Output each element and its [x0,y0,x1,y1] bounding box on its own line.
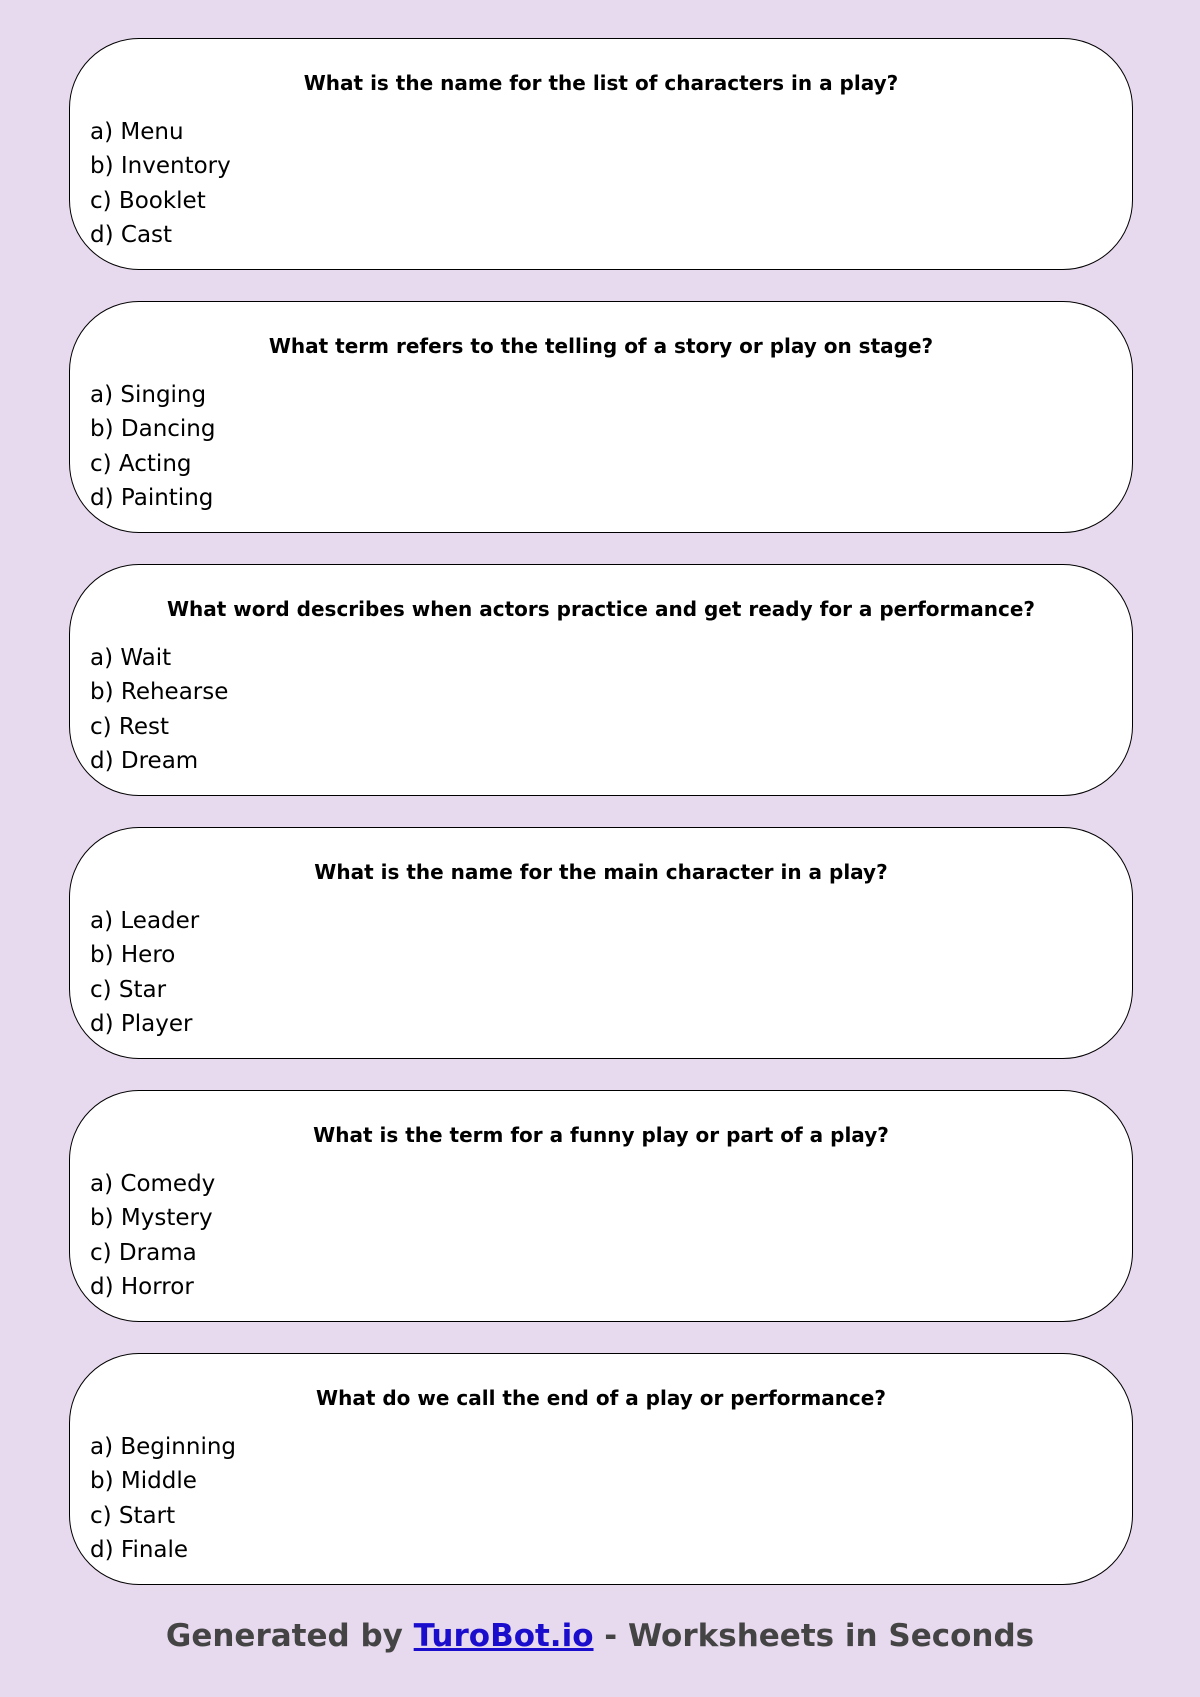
options-list [90,904,1112,1041]
option-c: c) Star [90,976,167,1003]
option-c: c) Acting [90,450,192,477]
question-text: What do we call the end of a play or performance? [316,1386,886,1410]
question-card-6 [69,1353,1133,1585]
options-list [90,641,1112,778]
option-d: d) Dream [90,747,199,774]
options-list [90,115,1112,252]
option-a: a) Wait [90,645,172,671]
question-card-2 [69,301,1133,533]
option-b: b) Mystery [90,1205,213,1232]
option-c: c) Start [90,1502,176,1529]
question-card-1 [69,38,1133,270]
options-list [90,378,1112,515]
option-b: b) Dancing [90,416,216,443]
option-a: a) Singing [90,382,207,408]
question-card-3 [69,564,1133,796]
option-b: b) Rehearse [90,679,229,706]
footer-credit [0,1618,1200,1654]
option-b: b) Hero [90,942,176,969]
option-b: b) Middle [90,1468,197,1495]
option-d: d) Horror [90,1273,194,1300]
options-list [90,1430,1112,1567]
option-a: a) Leader [90,908,200,934]
question-text: What term refers to the telling of a story or play on stage? [268,334,934,358]
option-c: c) Booklet [90,187,206,214]
worksheet [69,38,1133,1616]
question-card-5 [69,1090,1133,1322]
option-a: a) Comedy [90,1171,216,1197]
question-text: What is the term for a funny play or part of a play? [313,1123,889,1147]
option-a: a) Menu [90,119,184,145]
option-c: c) Drama [90,1239,197,1266]
option-a: a) Beginning [90,1434,237,1460]
turobot-link[interactable]: TuroBot.io [413,1618,594,1654]
option-d: d) Finale [90,1536,189,1563]
question-text: What word describes when actors practice and get ready for a performance? [166,597,1035,621]
question-text: What is the name for the list of characters in a play? [303,71,899,95]
option-b: b) Inventory [90,153,231,180]
question-text: What is the name for the main character in a play? [314,860,888,884]
footer-suffix: - Worksheets in Seconds [593,1618,1035,1654]
option-c: c) Rest [90,713,170,740]
footer-prefix: Generated by [165,1618,414,1654]
options-list [90,1167,1112,1304]
option-d: d) Cast [90,221,173,248]
option-d: d) Painting [90,484,214,511]
question-card-4 [69,827,1133,1059]
option-d: d) Player [90,1010,193,1037]
